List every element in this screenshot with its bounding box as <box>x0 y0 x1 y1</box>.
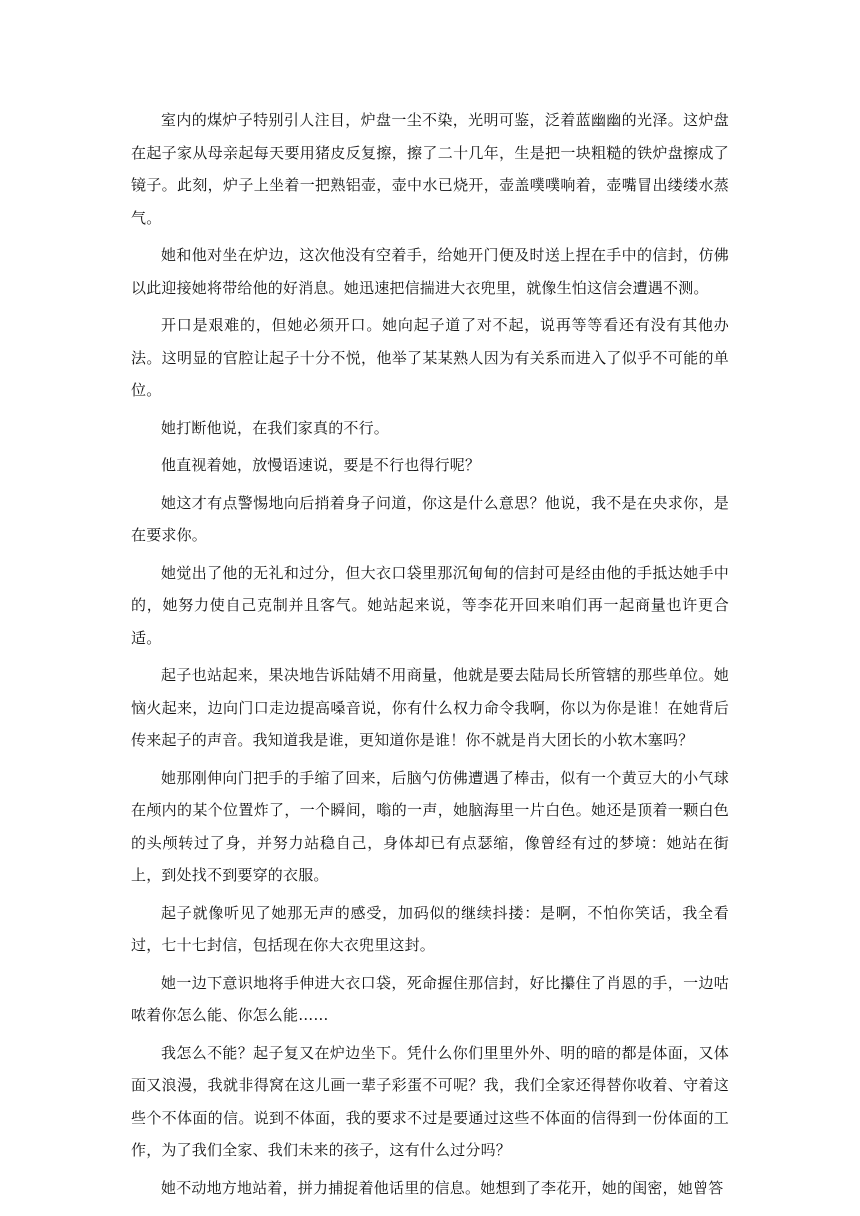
paragraph-2: 她和他对坐在炉边，这次他没有空着手，给她开门便及时送上捏在手中的信封，仿佛以此迎接她将带给他的好消息。她迅速把信揣进大衣兜里，就像生怕这信会遭遇不测。 <box>131 246 729 297</box>
paragraph-10: 起子就像听见了她那无声的感受，加码似的继续抖搂：是啊，不怕你笑话，我全看过，七十七封信，包括现在你大衣兜里这封。 <box>131 903 729 954</box>
document-body <box>131 104 729 1209</box>
paragraph-12: 我怎么不能？起子复又在炉边坐下。凭什么你们里里外外、明的暗的都是体面，又体面又浪漫，我就非得窝在这儿画一辈子彩蛋不可呢？我，我们全家还得替你收着、守着这些个不体面的信。说到不体面，我的要求不过是要通过这些不体面的信得到一份体面的工作，为了我们全家、我们未来的孩子，这有什么过分吗？ <box>131 1043 729 1159</box>
paragraph-4: 她打断他说，在我们家真的不行。 <box>161 418 390 437</box>
paragraph-5: 他直视着她，放慢语速说，要是不行也得行呢？ <box>161 456 481 474</box>
paragraph-13: 她不动地方地站着，拼力捕捉着他话里的信息。她想到了李花开，她的闺密，她曾答 <box>161 1178 724 1197</box>
paragraph-1: 室内的煤炉子特别引人注目，炉盘一尘不染，光明可鉴，泛着蓝幽幽的光泽。这炉盘在起子家从母亲起每天要用猪皮反复擦，擦了二十几年，生是把一块粗糙的铁炉盘擦成了镜子。此刻，炉子上坐着一把熟铝壶，壶中水已烧开，壶盖噗噗响着，壶嘴冒出缕缕水蒸气。 <box>131 111 729 227</box>
paragraph-8: 起子也站起来，果决地告诉陆婧不用商量，他就是要去陆局长所管辖的那些单位。她恼火起来，边向门口走边提高嗓音说，你有什么权力命令我啊，你以为你是谁！在她背后传来起子的声音。我知道我是谁，更知道你是谁！你不就是肖大团长的小软木塞吗？ <box>131 666 729 749</box>
paragraph-3: 开口是艰难的，但她必须开口。她向起子道了对不起，说再等等看还有没有其他办法。这明显的官腔让起子十分不悦，他举了某某熟人因为有关系而进入了似乎不可能的单位。 <box>131 316 729 399</box>
paragraph-7: 她觉出了他的无礼和过分，但大衣口袋里那沉甸甸的信封可是经由他的手抵达她手中的，她努力使自己克制并且客气。她站起来说，等李花开回来咱们再一起商量也许更合适。 <box>131 563 729 647</box>
paragraph-6: 她这才有点警惕地向后捎着身子问道，你这是什么意思？他说，我不是在央求你，是在要求你。 <box>131 493 729 544</box>
paragraph-9: 她那刚伸向门把手的手缩了回来，后脑勺仿佛遭遇了棒击，似有一个黄豆大的小气球在颅内的某个位置炸了，一个瞬间，嗡的一声，她脑海里一片白色。她还是顶着一颗白色的头颅转过了身，并努力站稳自己，身体却已有点瑟缩，像曾经有过的梦境：她站在街上，到处找不到要穿的衣服。 <box>131 768 729 884</box>
paragraph-11: 她一边下意识地将手伸进大衣口袋，死命握住那信封，好比攥住了肖恩的手，一边咕哝着你怎么能、你怎么能…… <box>131 973 729 1024</box>
